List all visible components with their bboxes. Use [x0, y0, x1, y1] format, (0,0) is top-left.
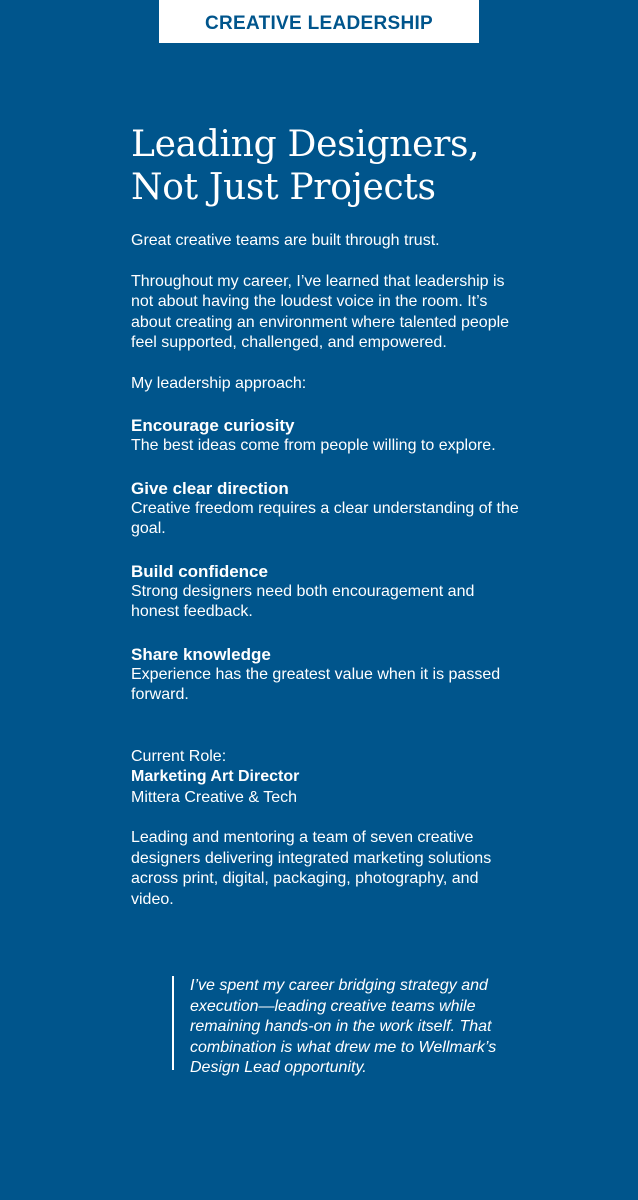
career-paragraph: Throughout my career, I’ve learned that leadership is not about having the loudest voice in the room. It’s about creating an environment where talented people feel supported, challenged, and empowered.: [131, 272, 510, 351]
page-title: [131, 123, 521, 209]
current-role: [131, 747, 521, 809]
approach-item-title: Encourage curiosity: [131, 416, 295, 435]
role-label: Current Role:: [131, 747, 227, 765]
approach-item-title: Share knowledge: [131, 644, 271, 664]
approach-item-title: Build confidence: [131, 561, 268, 581]
page-title-line1: Leading Designers,: [131, 124, 480, 165]
approach-item-desc: Creative freedom requires a clear understanding of the goal.: [131, 499, 519, 537]
section-tab: [159, 0, 479, 43]
section-tab-label: CREATIVE LEADERSHIP: [204, 12, 434, 34]
pull-quote: I’ve spent my career bridging strategy and execution—leading creative teams while remaining hands-on in the work itself. That combination is what drew me to Wellmark’s Design Lead opportunity.: [172, 976, 517, 1070]
approach-item-desc: Experience has the greatest value when it is passed forward.: [131, 665, 501, 703]
role-title: Marketing Art Director: [131, 768, 300, 785]
approach-item: [131, 561, 521, 623]
approach-item-desc: The best ideas come from people willing to explore.: [131, 437, 496, 454]
approach-item: [131, 478, 521, 540]
approach-item-title: Give clear direction: [131, 478, 289, 498]
approach-item-desc: Strong designers need both encouragement and honest feedback.: [131, 582, 475, 620]
intro-text: Great creative teams are built through trust.: [131, 232, 440, 249]
approach-label: My leadership approach:: [131, 374, 307, 392]
approach-item: [131, 644, 521, 706]
mentoring-paragraph: Leading and mentoring a team of seven creative designers delivering integrated marketing solutions across print, digital, packaging, photography, and video.: [131, 829, 492, 908]
main-content: [131, 123, 521, 910]
role-company: Mittera Creative & Tech: [131, 788, 297, 806]
approach-item: [131, 415, 521, 457]
page-title-line2: Not Just Projects: [131, 167, 436, 208]
